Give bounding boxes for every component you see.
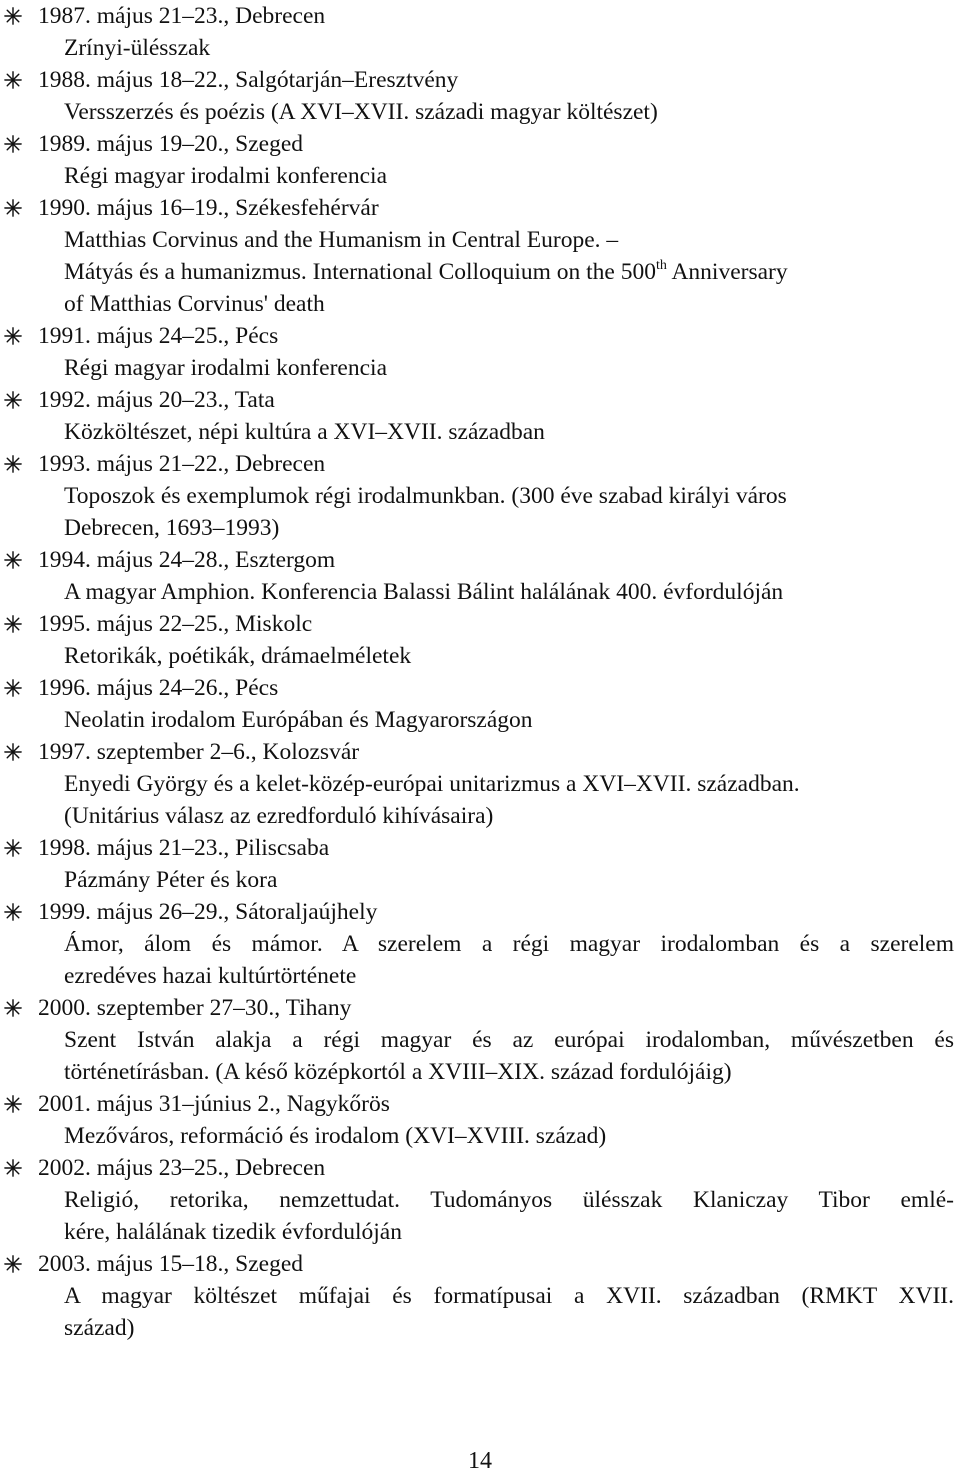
conference-title-line: történetírásban. (A késő középkortól a XVIII–XIX. század fordulójáig) — [64, 1059, 732, 1085]
conference-entry — [0, 448, 960, 544]
conference-title-line: kére, halálának tizedik évfordulóján — [64, 1219, 402, 1245]
conference-entry — [0, 608, 960, 672]
asterisk-bullet-icon — [4, 1152, 24, 1184]
conference-title-line: század) — [64, 1315, 135, 1341]
conference-title-text: Mátyás és a humanizmus. International Colloquium on the 500 — [64, 259, 656, 285]
asterisk-bullet-icon — [4, 192, 24, 224]
asterisk-bullet-icon — [4, 832, 24, 864]
superscript-ordinal: th — [655, 258, 667, 273]
conference-entry — [0, 128, 960, 192]
conference-title-line: Toposzok és exemplumok régi irodalmunkban. (300 éve szabad királyi város — [64, 483, 787, 509]
conference-entry — [0, 1248, 960, 1344]
asterisk-bullet-icon — [4, 608, 24, 640]
conference-date-location: 1997. szeptember 2–6., Kolozsvár — [38, 739, 360, 765]
conference-title-line: Közköltészet, népi kultúra a XVI–XVII. században — [64, 419, 545, 445]
conference-entry — [0, 1088, 960, 1152]
conference-date-location: 2002. május 23–25., Debrecen — [38, 1155, 326, 1181]
conference-title-line: Pázmány Péter és kora — [64, 867, 278, 893]
conference-date-location: 1993. május 21–22., Debrecen — [38, 451, 326, 477]
conference-entry — [0, 544, 960, 608]
conference-title-line: Retorikák, poétikák, drámaelméletek — [64, 643, 412, 669]
conference-title-line: A magyar Amphion. Konferencia Balassi Bálint halálának 400. évfordulóján — [64, 579, 784, 605]
page-number: 14 — [468, 1448, 492, 1474]
conference-entry — [0, 1152, 960, 1248]
conference-entry — [0, 64, 960, 128]
conference-title-line: Debrecen, 1693–1993) — [64, 515, 280, 541]
conference-entry — [0, 896, 960, 992]
conference-title-line: Enyedi György és a kelet-közép-európai unitarizmus a XVI–XVII. században. — [64, 771, 800, 797]
asterisk-bullet-icon — [4, 128, 24, 160]
conference-title-line: Versszerzés és poézis (A XVI–XVII. századi magyar költészet) — [64, 99, 658, 125]
conference-entry — [0, 320, 960, 384]
conference-title-line: Régi magyar irodalmi konferencia — [64, 355, 387, 381]
conference-entry — [0, 192, 960, 320]
asterisk-bullet-icon — [4, 672, 24, 704]
asterisk-bullet-icon — [4, 448, 24, 480]
asterisk-bullet-icon — [4, 992, 24, 1024]
asterisk-bullet-icon — [4, 544, 24, 576]
conference-date-location: 2003. május 15–18., Szeged — [38, 1251, 303, 1277]
conference-title-line: Régi magyar irodalmi konferencia — [64, 163, 387, 189]
asterisk-bullet-icon — [4, 384, 24, 416]
asterisk-bullet-icon — [4, 1088, 24, 1120]
conference-date-location: 1998. május 21–23., Piliscsaba — [38, 835, 330, 861]
asterisk-bullet-icon — [4, 320, 24, 352]
conference-date-location: 1991. május 24–25., Pécs — [38, 323, 279, 349]
conference-date-location: 1995. május 22–25., Miskolc — [38, 611, 313, 637]
conference-title-line: (Unitárius válasz az ezredforduló kihívásaira) — [64, 803, 494, 829]
conference-entry — [0, 736, 960, 832]
conference-entry — [0, 672, 960, 736]
conference-date-location: 2000. szeptember 27–30., Tihany — [38, 995, 352, 1021]
conference-date-location: 1987. május 21–23., Debrecen — [38, 3, 326, 29]
conference-entry — [0, 832, 960, 896]
conference-title-line: ezredéves hazai kultúrtörténete — [64, 963, 357, 989]
asterisk-bullet-icon — [4, 64, 24, 96]
conference-date-location: 1994. május 24–28., Esztergom — [38, 547, 336, 573]
conference-title-line: Mezőváros, reformáció és irodalom (XVI–XVIII. század) — [64, 1123, 607, 1149]
asterisk-bullet-icon — [4, 1248, 24, 1280]
asterisk-bullet-icon — [4, 736, 24, 768]
conference-title-line: Zrínyi-ülésszak — [64, 35, 211, 61]
conference-entry — [0, 384, 960, 448]
conference-title-line: Ámor, álom és mámor. A szerelem a régi magyar irodalomban és a szerelem — [64, 931, 954, 957]
conference-title-line — [0, 256, 960, 288]
conference-title-line: A magyar költészet műfajai és formatípusai a XVII. században (RMKT XVII. — [64, 1283, 954, 1309]
conference-title-text: Anniversary — [671, 259, 788, 285]
asterisk-bullet-icon — [4, 896, 24, 928]
conference-title-line: Religió, retorika, nemzettudat. Tudományos ülésszak Klaniczay Tibor emlé- — [64, 1187, 954, 1213]
conference-date-location: 1989. május 19–20., Szeged — [38, 131, 303, 157]
conference-title-line: Matthias Corvinus and the Humanism in Central Europe. – — [64, 227, 619, 253]
asterisk-bullet-icon — [4, 0, 24, 32]
conference-entry — [0, 992, 960, 1088]
conference-date-location: 1996. május 24–26., Pécs — [38, 675, 279, 701]
conference-date-location: 1988. május 18–22., Salgótarján–Eresztvény — [38, 67, 459, 93]
conference-date-location: 1992. május 20–23., Tata — [38, 387, 275, 413]
conference-title-line: Neolatin irodalom Európában és Magyarországon — [64, 707, 533, 733]
conference-title-line: of Matthias Corvinus' death — [64, 291, 325, 317]
conference-date-location: 1990. május 16–19., Székesfehérvár — [38, 195, 379, 221]
conference-title-line: Szent István alakja a régi magyar és az európai irodalomban, művészetben és — [64, 1027, 954, 1053]
conference-entry — [0, 0, 960, 64]
conference-date-location: 2001. május 31–június 2., Nagykőrös — [38, 1091, 390, 1117]
conference-date-location: 1999. május 26–29., Sátoraljaújhely — [38, 899, 378, 925]
